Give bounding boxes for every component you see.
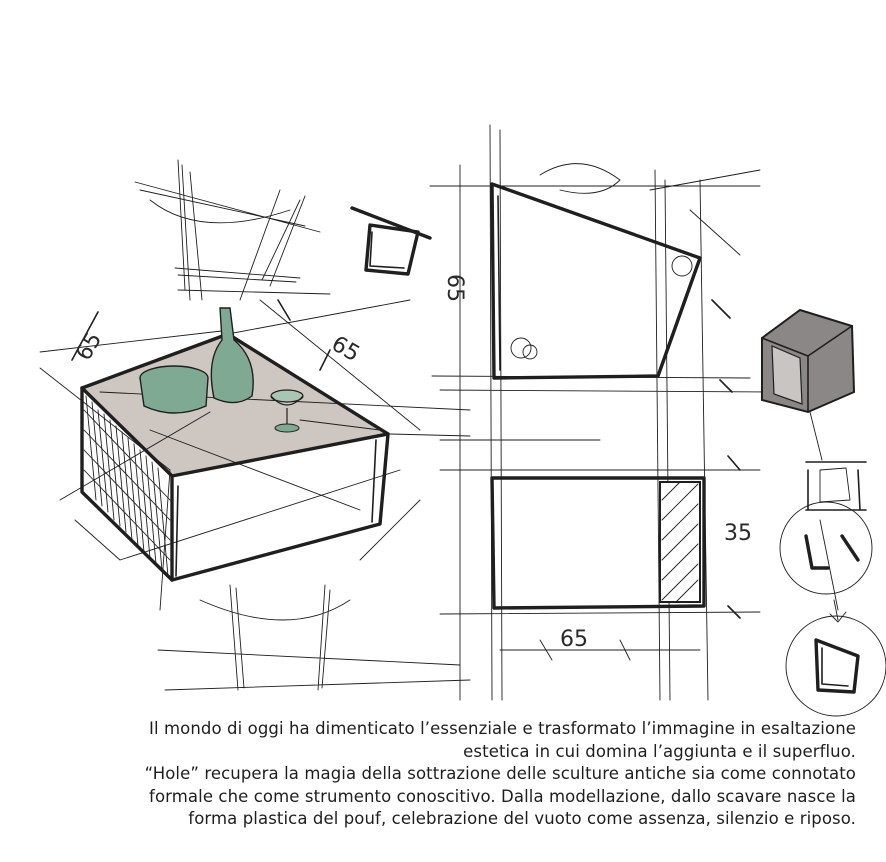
table-perspective-sketch — [40, 300, 470, 690]
small-profile-icon — [352, 208, 430, 274]
glass-bowl — [140, 366, 208, 413]
caption-line-1: Il mondo di oggi ha dimenticato l’essenziale e trasformato l’immagine in esaltazione — [148, 719, 856, 738]
arrow-down-icon — [830, 600, 846, 622]
cube-icon — [762, 310, 854, 412]
dim-label-front-right: 35 — [724, 521, 752, 546]
section-circle-2 — [786, 616, 886, 716]
front-elevation-sketch — [440, 440, 760, 660]
caption-line-5: forma plastica del pouf, celebrazione del vuoto come assenza, silenzio e riposo. — [188, 809, 856, 828]
dim-label-plan-side: 65 — [442, 274, 467, 302]
project-description — [60, 718, 856, 831]
dim-label-top-left: 65 — [71, 328, 108, 365]
caption-line-3: “Hole” recupera la magia della sottrazione delle sculture antiche sia come connotato — [144, 764, 856, 783]
dim-label-top-right: 65 — [327, 331, 364, 368]
caption-line-4: formale che come strumento conoscitivo. Dalla modellazione, dallo scavare nasce la — [149, 786, 856, 806]
trapezoid-sketch-top-left — [135, 160, 330, 300]
caption-line-2: estetica in cui domina l’aggiunta e il superfluo. — [463, 741, 856, 761]
dim-label-front-bottom: 65 — [560, 627, 588, 652]
flow-arrow-line — [810, 412, 838, 610]
glass-bottle — [211, 308, 253, 403]
